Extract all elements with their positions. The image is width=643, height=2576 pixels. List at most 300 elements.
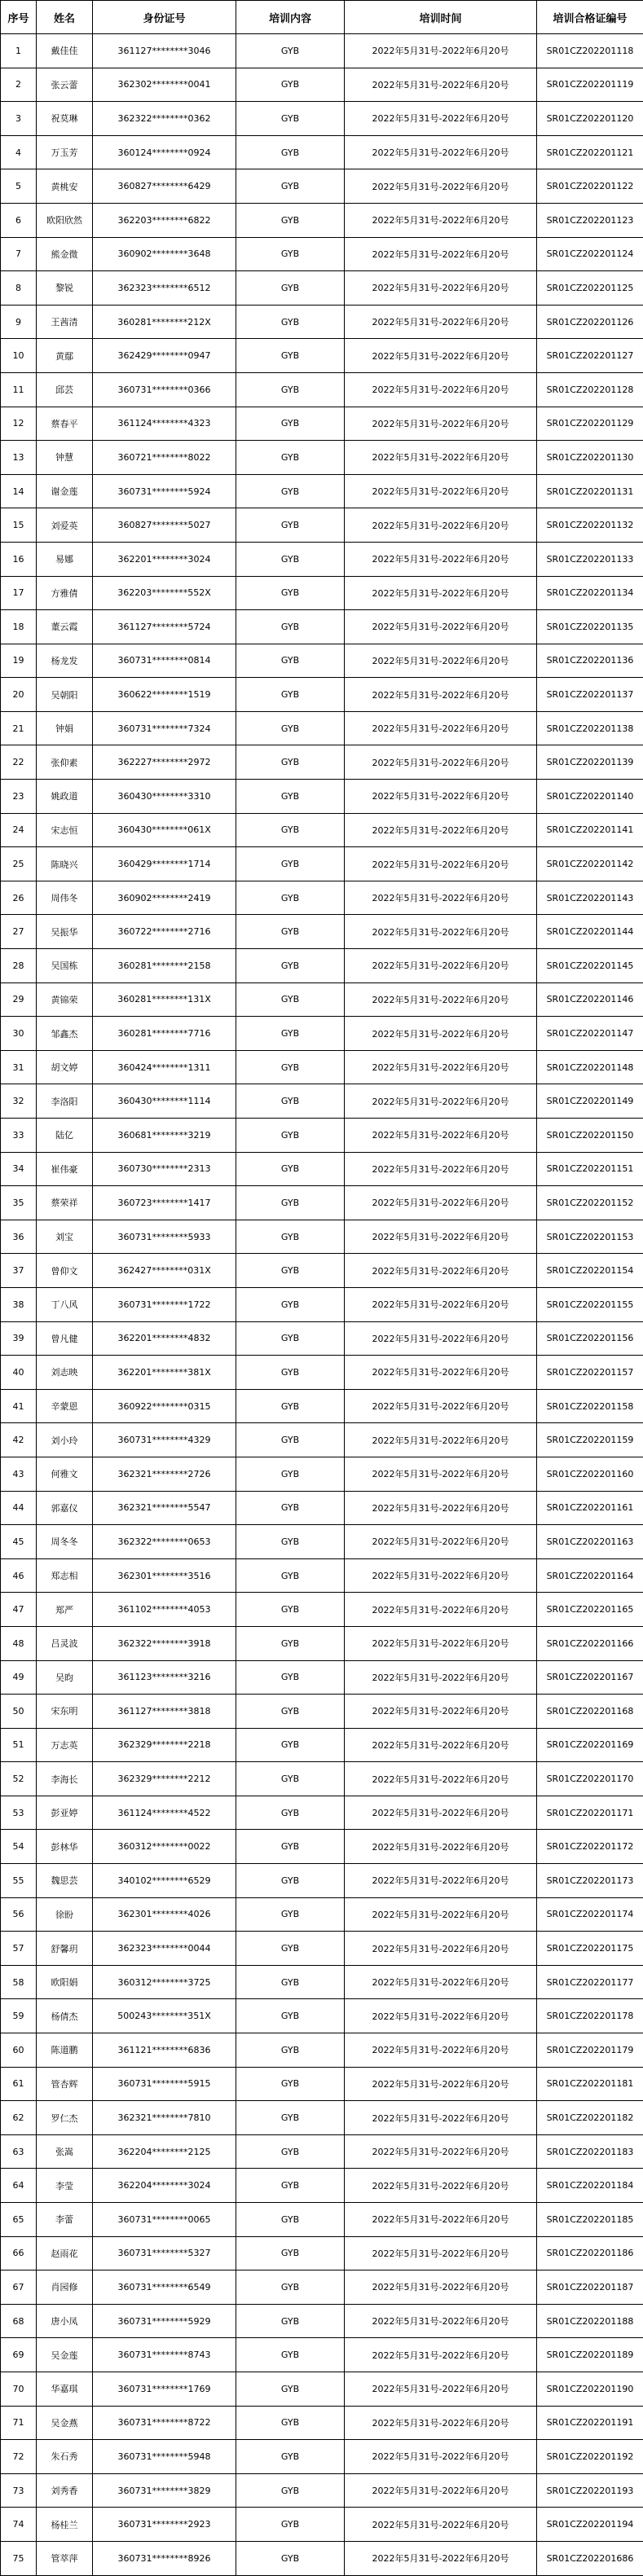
cell-training-time: 2022年5月31号-2022年6月20号 [345, 1457, 537, 1491]
cell-name: 吴昀 [37, 1660, 93, 1695]
cell-id-number: 360722********2716 [93, 915, 236, 949]
table-row [1, 2169, 643, 2203]
cell-id-number: 500243********351X [93, 1999, 236, 2033]
cell-training-content: GYB [236, 1660, 345, 1695]
cell-serial: 74 [1, 2508, 37, 2542]
cell-serial: 22 [1, 745, 37, 780]
cell-training-time: 2022年5月31号-2022年6月20号 [345, 881, 537, 915]
cell-serial: 24 [1, 813, 37, 847]
cell-training-content: GYB [236, 780, 345, 814]
cell-name: 唐小凤 [37, 2304, 93, 2338]
cell-certificate-number: SR01CZ202201126 [537, 305, 643, 339]
cell-id-number: 362322********0653 [93, 1525, 236, 1559]
cell-certificate-number: SR01CZ202201119 [537, 68, 643, 102]
cell-serial: 15 [1, 508, 37, 543]
cell-id-number: 362323********6512 [93, 271, 236, 306]
cell-training-content: GYB [236, 1287, 345, 1321]
table-row [1, 1593, 643, 1627]
cell-certificate-number: SR01CZ202201194 [537, 2508, 643, 2542]
table-row [1, 1287, 643, 1321]
cell-name: 杨桂兰 [37, 2508, 93, 2542]
cell-training-content: GYB [236, 2372, 345, 2406]
cell-name: 万玉芳 [37, 135, 93, 169]
table-row [1, 678, 643, 712]
cell-id-number: 361127********3818 [93, 1695, 236, 1729]
cell-training-time: 2022年5月31号-2022年6月20号 [345, 644, 537, 678]
cell-certificate-number: SR01CZ202201158 [537, 1389, 643, 1423]
cell-name: 张嵩 [37, 2134, 93, 2169]
cell-training-time: 2022年5月31号-2022年6月20号 [345, 2169, 537, 2203]
cell-training-content: GYB [236, 1050, 345, 1084]
cell-serial: 25 [1, 847, 37, 881]
cell-certificate-number: SR01CZ202201163 [537, 1525, 643, 1559]
cell-id-number: 362427********031X [93, 1254, 236, 1288]
cell-training-time: 2022年5月31号-2022年6月20号 [345, 372, 537, 407]
cell-serial: 14 [1, 474, 37, 508]
cell-serial: 36 [1, 1220, 37, 1254]
cell-id-number: 362329********2218 [93, 1728, 236, 1762]
cell-serial: 17 [1, 576, 37, 610]
cell-training-content: GYB [236, 1119, 345, 1153]
cell-training-time: 2022年5月31号-2022年6月20号 [345, 2101, 537, 2135]
cell-serial: 2 [1, 68, 37, 102]
cell-certificate-number: SR01CZ202201134 [537, 576, 643, 610]
cell-name: 邹鑫杰 [37, 1017, 93, 1051]
cell-training-time: 2022年5月31号-2022年6月20号 [345, 339, 537, 373]
cell-name: 宋志恒 [37, 813, 93, 847]
cell-training-time: 2022年5月31号-2022年6月20号 [345, 1864, 537, 1898]
cell-id-number: 360731********2923 [93, 2508, 236, 2542]
cell-training-content: GYB [236, 407, 345, 441]
cell-serial: 5 [1, 169, 37, 204]
cell-training-content: GYB [236, 271, 345, 306]
cell-id-number: 362302********0041 [93, 68, 236, 102]
cell-id-number: 360281********7716 [93, 1017, 236, 1051]
cell-training-time: 2022年5月31号-2022年6月20号 [345, 2541, 537, 2575]
cell-serial: 70 [1, 2372, 37, 2406]
cell-serial: 54 [1, 1830, 37, 1864]
cell-serial: 19 [1, 644, 37, 678]
cell-id-number: 361127********5724 [93, 610, 236, 644]
cell-certificate-number: SR01CZ202201181 [537, 2067, 643, 2101]
cell-training-content: GYB [236, 102, 345, 136]
cell-certificate-number: SR01CZ202201125 [537, 271, 643, 306]
cell-training-content: GYB [236, 1084, 345, 1119]
cell-training-time: 2022年5月31号-2022年6月20号 [345, 68, 537, 102]
cell-name: 黄桃安 [37, 169, 93, 204]
cell-training-time: 2022年5月31号-2022年6月20号 [345, 2508, 537, 2542]
cell-certificate-number: SR01CZ202201160 [537, 1457, 643, 1491]
cell-id-number: 360902********3648 [93, 237, 236, 271]
cell-name: 谢金莲 [37, 474, 93, 508]
cell-id-number: 360730********2313 [93, 1152, 236, 1186]
table-row [1, 305, 643, 339]
table-row [1, 1695, 643, 1729]
cell-training-content: GYB [236, 1152, 345, 1186]
cell-name: 钟慧 [37, 441, 93, 475]
table-row [1, 1965, 643, 1999]
cell-id-number: 360922********0315 [93, 1389, 236, 1423]
cell-name: 易娜 [37, 542, 93, 576]
cell-certificate-number: SR01CZ202201136 [537, 644, 643, 678]
cell-certificate-number: SR01CZ202201148 [537, 1050, 643, 1084]
header-name: 姓名 [37, 1, 93, 34]
cell-id-number: 360731********5948 [93, 2440, 236, 2474]
cell-certificate-number: SR01CZ202201686 [537, 2541, 643, 2575]
cell-id-number: 360731********8926 [93, 2541, 236, 2575]
cell-serial: 73 [1, 2473, 37, 2508]
cell-training-time: 2022年5月31号-2022年6月20号 [345, 1728, 537, 1762]
cell-certificate-number: SR01CZ202201139 [537, 745, 643, 780]
cell-name: 万志英 [37, 1728, 93, 1762]
cell-training-time: 2022年5月31号-2022年6月20号 [345, 847, 537, 881]
cell-id-number: 362301********3516 [93, 1558, 236, 1593]
cell-training-content: GYB [236, 2338, 345, 2372]
cell-id-number: 362321********7810 [93, 2101, 236, 2135]
cell-id-number: 362321********2726 [93, 1457, 236, 1491]
cell-certificate-number: SR01CZ202201166 [537, 1626, 643, 1660]
cell-training-time: 2022年5月31号-2022年6月20号 [345, 2406, 537, 2440]
cell-id-number: 362322********0362 [93, 102, 236, 136]
cell-certificate-number: SR01CZ202201173 [537, 1864, 643, 1898]
table-row [1, 1999, 643, 2033]
cell-name: 李洛阳 [37, 1084, 93, 1119]
table-row [1, 881, 643, 915]
cell-id-number: 360731********5933 [93, 1220, 236, 1254]
table-row [1, 1220, 643, 1254]
cell-training-time: 2022年5月31号-2022年6月20号 [345, 1321, 537, 1356]
cell-training-content: GYB [236, 1932, 345, 1966]
cell-id-number: 360731********0366 [93, 372, 236, 407]
cell-training-content: GYB [236, 1220, 345, 1254]
cell-certificate-number: SR01CZ202201118 [537, 34, 643, 68]
cell-id-number: 360731********1722 [93, 1287, 236, 1321]
table-row [1, 2372, 643, 2406]
cell-id-number: 360281********2158 [93, 949, 236, 983]
cell-name: 杨倩杰 [37, 1999, 93, 2033]
cell-id-number: 360731********7324 [93, 711, 236, 745]
cell-id-number: 360731********1769 [93, 2372, 236, 2406]
cell-name: 刘志映 [37, 1356, 93, 1390]
cell-id-number: 362429********0947 [93, 339, 236, 373]
cell-certificate-number: SR01CZ202201140 [537, 780, 643, 814]
cell-id-number: 360731********6549 [93, 2270, 236, 2305]
cell-training-content: GYB [236, 915, 345, 949]
cell-training-time: 2022年5月31号-2022年6月20号 [345, 949, 537, 983]
table-row [1, 441, 643, 475]
cell-training-time: 2022年5月31号-2022年6月20号 [345, 271, 537, 306]
cell-certificate-number: SR01CZ202201146 [537, 982, 643, 1017]
cell-training-content: GYB [236, 678, 345, 712]
cell-certificate-number: SR01CZ202201143 [537, 881, 643, 915]
cell-certificate-number: SR01CZ202201153 [537, 1220, 643, 1254]
cell-certificate-number: SR01CZ202201156 [537, 1321, 643, 1356]
cell-name: 杨龙发 [37, 644, 93, 678]
cell-name: 宋东明 [37, 1695, 93, 1729]
cell-id-number: 360731********0814 [93, 644, 236, 678]
cell-certificate-number: SR01CZ202201174 [537, 1897, 643, 1932]
cell-training-time: 2022年5月31号-2022年6月20号 [345, 305, 537, 339]
cell-certificate-number: SR01CZ202201152 [537, 1186, 643, 1220]
header-row [1, 1, 643, 34]
cell-serial: 55 [1, 1864, 37, 1898]
table-row [1, 1423, 643, 1457]
cell-training-content: GYB [236, 1558, 345, 1593]
cell-training-content: GYB [236, 2033, 345, 2068]
table-row [1, 237, 643, 271]
cell-certificate-number: SR01CZ202201182 [537, 2101, 643, 2135]
cell-training-content: GYB [236, 441, 345, 475]
cell-training-time: 2022年5月31号-2022年6月20号 [345, 1084, 537, 1119]
cell-name: 姚政道 [37, 780, 93, 814]
cell-name: 蔡春平 [37, 407, 93, 441]
cell-name: 欧阳娟 [37, 1965, 93, 1999]
cell-training-content: GYB [236, 2101, 345, 2135]
table-row [1, 2473, 643, 2508]
table-row [1, 1660, 643, 1695]
cell-serial: 61 [1, 2067, 37, 2101]
table-row [1, 813, 643, 847]
cell-name: 黄锦荣 [37, 982, 93, 1017]
cell-training-time: 2022年5月31号-2022年6月20号 [345, 2338, 537, 2372]
cell-training-content: GYB [236, 542, 345, 576]
cell-training-content: GYB [236, 2236, 345, 2270]
cell-serial: 64 [1, 2169, 37, 2203]
cell-id-number: 360312********3725 [93, 1965, 236, 1999]
cell-training-time: 2022年5月31号-2022年6月20号 [345, 678, 537, 712]
cell-name: 彭林华 [37, 1830, 93, 1864]
cell-training-time: 2022年5月31号-2022年6月20号 [345, 169, 537, 204]
cell-training-content: GYB [236, 1728, 345, 1762]
cell-training-content: GYB [236, 1695, 345, 1729]
cell-certificate-number: SR01CZ202201127 [537, 339, 643, 373]
cell-training-content: GYB [236, 237, 345, 271]
cell-serial: 45 [1, 1525, 37, 1559]
cell-serial: 30 [1, 1017, 37, 1051]
table-row [1, 339, 643, 373]
cell-serial: 34 [1, 1152, 37, 1186]
cell-serial: 66 [1, 2236, 37, 2270]
cell-serial: 53 [1, 1796, 37, 1830]
cell-serial: 44 [1, 1491, 37, 1525]
table-row [1, 1389, 643, 1423]
cell-training-time: 2022年5月31号-2022年6月20号 [345, 1965, 537, 1999]
cell-certificate-number: SR01CZ202201144 [537, 915, 643, 949]
table-row [1, 1864, 643, 1898]
cell-training-content: GYB [236, 1491, 345, 1525]
cell-serial: 68 [1, 2304, 37, 2338]
cell-training-time: 2022年5月31号-2022年6月20号 [345, 813, 537, 847]
table-row [1, 1050, 643, 1084]
cell-certificate-number: SR01CZ202201193 [537, 2473, 643, 2508]
cell-training-time: 2022年5月31号-2022年6月20号 [345, 1152, 537, 1186]
cell-id-number: 362322********3918 [93, 1626, 236, 1660]
cell-training-time: 2022年5月31号-2022年6月20号 [345, 1932, 537, 1966]
table-row [1, 1796, 643, 1830]
cell-training-content: GYB [236, 2508, 345, 2542]
cell-certificate-number: SR01CZ202201164 [537, 1558, 643, 1593]
cell-name: 熊金微 [37, 237, 93, 271]
cell-id-number: 360731********5924 [93, 474, 236, 508]
cell-training-time: 2022年5月31号-2022年6月20号 [345, 203, 537, 237]
cell-serial: 10 [1, 339, 37, 373]
cell-serial: 23 [1, 780, 37, 814]
cell-certificate-number: SR01CZ202201179 [537, 2033, 643, 2068]
cell-training-time: 2022年5月31号-2022年6月20号 [345, 982, 537, 1017]
cell-name: 丁八风 [37, 1287, 93, 1321]
cell-certificate-number: SR01CZ202201177 [537, 1965, 643, 1999]
table-row [1, 1525, 643, 1559]
cell-serial: 43 [1, 1457, 37, 1491]
cell-name: 曾仰文 [37, 1254, 93, 1288]
cell-id-number: 360731********4329 [93, 1423, 236, 1457]
cell-certificate-number: SR01CZ202201129 [537, 407, 643, 441]
cell-training-time: 2022年5月31号-2022年6月20号 [345, 474, 537, 508]
cell-training-time: 2022年5月31号-2022年6月20号 [345, 576, 537, 610]
cell-training-time: 2022年5月31号-2022年6月20号 [345, 508, 537, 543]
cell-certificate-number: SR01CZ202201128 [537, 372, 643, 407]
cell-name: 欧阳欣然 [37, 203, 93, 237]
cell-id-number: 340102********6529 [93, 1864, 236, 1898]
roster-body [1, 34, 643, 2576]
cell-name: 周冬冬 [37, 1525, 93, 1559]
header-serial: 序号 [1, 1, 37, 34]
cell-certificate-number: SR01CZ202201150 [537, 1119, 643, 1153]
cell-name: 黎锐 [37, 271, 93, 306]
cell-name: 王茜清 [37, 305, 93, 339]
cell-id-number: 362321********5547 [93, 1491, 236, 1525]
cell-serial: 65 [1, 2203, 37, 2237]
table-row [1, 2406, 643, 2440]
cell-name: 李蕾 [37, 2203, 93, 2237]
cell-certificate-number: SR01CZ202201138 [537, 711, 643, 745]
cell-training-content: GYB [236, 711, 345, 745]
cell-name: 崔伟豪 [37, 1152, 93, 1186]
cell-certificate-number: SR01CZ202201147 [537, 1017, 643, 1051]
cell-name: 辛蒙恩 [37, 1389, 93, 1423]
table-row [1, 1356, 643, 1390]
table-row [1, 2270, 643, 2305]
header-training-content: 培训内容 [236, 1, 345, 34]
cell-serial: 26 [1, 881, 37, 915]
cell-serial: 67 [1, 2270, 37, 2305]
table-row [1, 1626, 643, 1660]
cell-training-time: 2022年5月31号-2022年6月20号 [345, 2134, 537, 2169]
cell-name: 赵雨花 [37, 2236, 93, 2270]
cell-id-number: 362201********381X [93, 1356, 236, 1390]
cell-certificate-number: SR01CZ202201123 [537, 203, 643, 237]
table-row [1, 34, 643, 68]
cell-name: 周伟冬 [37, 881, 93, 915]
cell-name: 徐盼 [37, 1897, 93, 1932]
cell-training-time: 2022年5月31号-2022年6月20号 [345, 1999, 537, 2033]
table-row [1, 474, 643, 508]
cell-serial: 31 [1, 1050, 37, 1084]
cell-certificate-number: SR01CZ202201171 [537, 1796, 643, 1830]
table-row [1, 2440, 643, 2474]
cell-id-number: 360723********1417 [93, 1186, 236, 1220]
cell-certificate-number: SR01CZ202201155 [537, 1287, 643, 1321]
table-row [1, 2101, 643, 2135]
cell-id-number: 362323********0044 [93, 1932, 236, 1966]
cell-training-content: GYB [236, 305, 345, 339]
cell-training-content: GYB [236, 1423, 345, 1457]
cell-id-number: 361102********4053 [93, 1593, 236, 1627]
cell-serial: 62 [1, 2101, 37, 2135]
cell-name: 邱芸 [37, 372, 93, 407]
cell-serial: 21 [1, 711, 37, 745]
cell-training-time: 2022年5月31号-2022年6月20号 [345, 237, 537, 271]
cell-training-content: GYB [236, 881, 345, 915]
cell-training-content: GYB [236, 1999, 345, 2033]
cell-name: 陈晓兴 [37, 847, 93, 881]
cell-training-time: 2022年5月31号-2022年6月20号 [345, 1695, 537, 1729]
cell-training-content: GYB [236, 203, 345, 237]
cell-id-number: 362201********3024 [93, 542, 236, 576]
cell-serial: 52 [1, 1762, 37, 1796]
cell-id-number: 362203********6822 [93, 203, 236, 237]
cell-id-number: 362201********4832 [93, 1321, 236, 1356]
cell-certificate-number: SR01CZ202201142 [537, 847, 643, 881]
cell-name: 黄鄢 [37, 339, 93, 373]
table-row [1, 1728, 643, 1762]
cell-training-content: GYB [236, 2541, 345, 2575]
cell-training-time: 2022年5月31号-2022年6月20号 [345, 1796, 537, 1830]
cell-serial: 69 [1, 2338, 37, 2372]
cell-certificate-number: SR01CZ202201189 [537, 2338, 643, 2372]
cell-certificate-number: SR01CZ202201122 [537, 169, 643, 204]
cell-name: 何雅文 [37, 1457, 93, 1491]
cell-id-number: 360429********1714 [93, 847, 236, 881]
cell-training-time: 2022年5月31号-2022年6月20号 [345, 745, 537, 780]
cell-training-content: GYB [236, 1356, 345, 1390]
cell-id-number: 361124********4323 [93, 407, 236, 441]
cell-certificate-number: SR01CZ202201185 [537, 2203, 643, 2237]
cell-serial: 38 [1, 1287, 37, 1321]
table-row [1, 2236, 643, 2270]
cell-name: 肖园修 [37, 2270, 93, 2305]
cell-name: 刘小玲 [37, 1423, 93, 1457]
cell-certificate-number: SR01CZ202201131 [537, 474, 643, 508]
table-row [1, 2508, 643, 2542]
table-row [1, 711, 643, 745]
cell-certificate-number: SR01CZ202201159 [537, 1423, 643, 1457]
cell-training-time: 2022年5月31号-2022年6月20号 [345, 1356, 537, 1390]
cell-name: 张云蕾 [37, 68, 93, 102]
cell-name: 刘宝 [37, 1220, 93, 1254]
cell-training-time: 2022年5月31号-2022年6月20号 [345, 915, 537, 949]
cell-training-content: GYB [236, 610, 345, 644]
cell-certificate-number: SR01CZ202201154 [537, 1254, 643, 1288]
cell-name: 戴佳佳 [37, 34, 93, 68]
cell-id-number: 362203********552X [93, 576, 236, 610]
cell-training-time: 2022年5月31号-2022年6月20号 [345, 441, 537, 475]
cell-training-content: GYB [236, 1321, 345, 1356]
cell-name: 刘秀香 [37, 2473, 93, 2508]
cell-training-time: 2022年5月31号-2022年6月20号 [345, 1897, 537, 1932]
cell-certificate-number: SR01CZ202201132 [537, 508, 643, 543]
cell-id-number: 360731********5327 [93, 2236, 236, 2270]
cell-training-content: GYB [236, 2169, 345, 2203]
cell-training-content: GYB [236, 2473, 345, 2508]
cell-name: 张仰素 [37, 745, 93, 780]
table-row [1, 203, 643, 237]
table-row [1, 1186, 643, 1220]
cell-training-time: 2022年5月31号-2022年6月20号 [345, 1254, 537, 1288]
cell-name: 吴国栋 [37, 949, 93, 983]
cell-serial: 37 [1, 1254, 37, 1288]
cell-name: 李海长 [37, 1762, 93, 1796]
